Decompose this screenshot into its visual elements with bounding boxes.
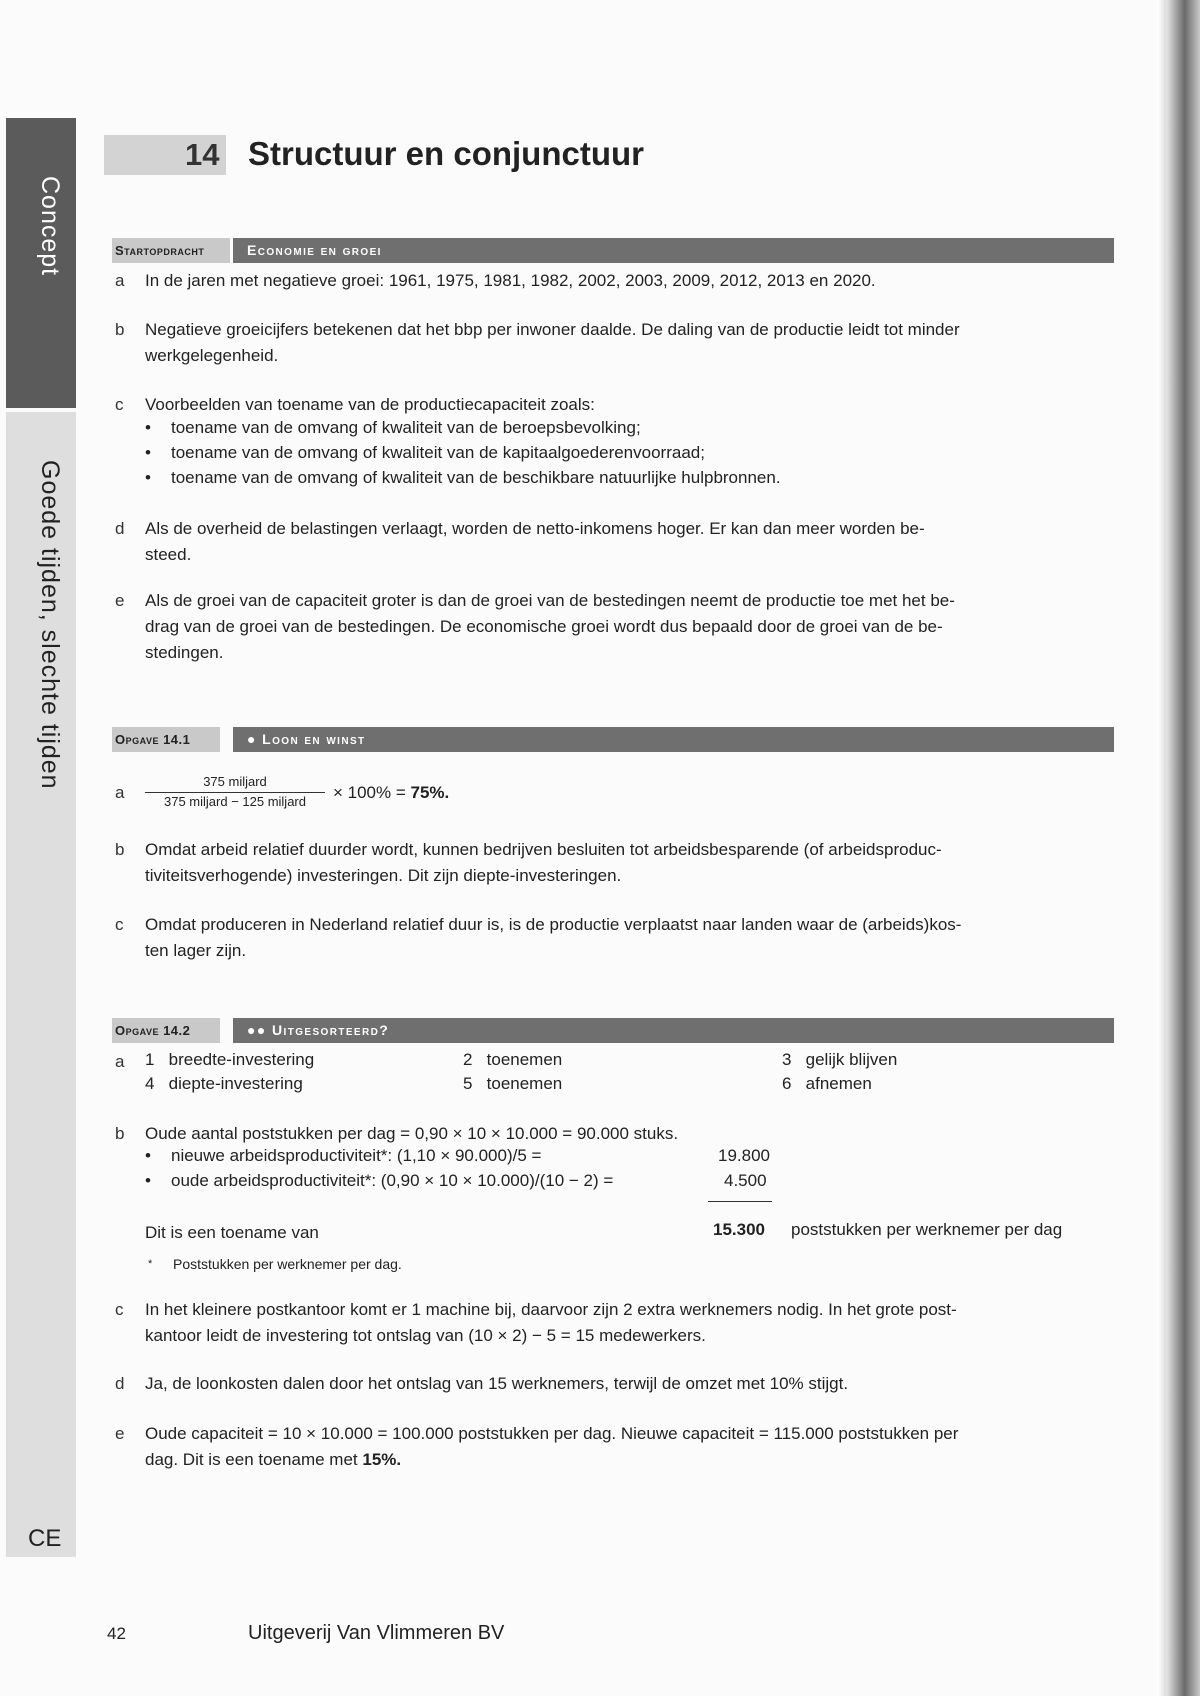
fraction <box>145 774 325 809</box>
answer-text: In het kleinere postkantoor komt er 1 machine bij, daarvoor zijn 2 extra werknemers nodig. In het grote post- <box>145 1300 957 1319</box>
item-letter: e <box>115 1424 125 1443</box>
section-title: ●● Uitgesorteerd? <box>233 1018 1114 1043</box>
item-letter: c <box>115 395 124 414</box>
bullet-item: • toename van de omvang of kwaliteit van de beschikbare natuurlijke hulpbronnen. <box>145 468 781 487</box>
calc-value: 19.800 <box>718 1146 770 1165</box>
page-gutter <box>1158 0 1166 1696</box>
chapter-title: Structuur en conjunctuur <box>248 135 644 172</box>
item-letter: b <box>115 840 125 859</box>
total-unit: poststukken per werknemer per dag <box>791 1220 1063 1239</box>
item-letter: a <box>115 1052 125 1071</box>
side-tab-theme-label: Goede tijden, slechte tijden <box>36 460 64 790</box>
item-letter: b <box>115 320 125 339</box>
bullet-item: • toename van de omvang of kwaliteit van de beroepsbevolking; <box>145 418 641 437</box>
answer-text: drag van de groei van de bestedingen. De economische groei wordt dus bepaald door de groei van de be- <box>145 617 943 636</box>
section-label: Opgave 14.2 <box>112 1018 220 1043</box>
exam-mark: CE <box>28 1525 62 1552</box>
answer-text: stedingen. <box>145 643 224 662</box>
section-bar-opgave-14-2 <box>112 1018 1114 1043</box>
answer-text: werkgelegenheid. <box>145 346 279 365</box>
section-title: Economie en groei <box>233 238 1114 263</box>
bullet-item: • toename van de omvang of kwaliteit van de kapitaalgoederenvoorraad; <box>145 443 705 462</box>
chapter-number: 14 <box>185 137 220 172</box>
item-letter: d <box>115 1374 125 1393</box>
section-bar-opgave-14-1 <box>112 727 1114 752</box>
side-tab-concept-label: Concept <box>36 176 64 277</box>
footnote: Poststukken per werknemer per dag. <box>173 1256 402 1272</box>
answer-grid-cell: 3 gelijk blijven <box>782 1050 898 1069</box>
answer-text: Negatieve groeicijfers betekenen dat het bbp per inwoner daalde. De daling van de productie leidt tot minder <box>145 320 960 339</box>
item-letter: c <box>115 1300 124 1319</box>
item-letter: a <box>115 271 125 290</box>
answer-grid-cell: 6 afnemen <box>782 1074 872 1093</box>
item-letter: c <box>115 915 124 934</box>
fraction-denominator: 375 miljard − 125 miljard <box>164 794 306 809</box>
answer-grid-cell: 4 diepte-investering <box>145 1074 303 1093</box>
publisher: Uitgeverij Van Vlimmeren BV <box>248 1622 505 1644</box>
answer-text: steed. <box>145 545 192 564</box>
fraction-numerator: 375 miljard <box>203 774 267 789</box>
answer-text: kantoor leidt de investering tot ontslag van (10 × 2) − 5 = 15 medewerkers. <box>145 1326 706 1345</box>
formula-result: × 100% = 75%. <box>333 783 450 802</box>
bullet-item: • nieuwe arbeidsproductiviteit*: (1,10 × 90.000)/5 = <box>145 1146 542 1165</box>
answer-grid-cell: 1 breedte-investering <box>145 1050 315 1069</box>
calc-value: 4.500 <box>724 1171 767 1190</box>
item-letter: a <box>115 783 125 802</box>
item-letter: b <box>115 1124 125 1143</box>
item-letter: d <box>115 519 125 538</box>
answer-text: Omdat produceren in Nederland relatief duur is, is de productie verplaatst naar landen waar de (arbeids)kos- <box>145 915 962 934</box>
section-bar-startopdracht <box>112 238 1114 263</box>
item-letter: e <box>115 591 125 610</box>
answer-text: Omdat arbeid relatief duurder wordt, kunnen bedrijven besluiten tot arbeidsbesparende (of arbeidsproduc- <box>145 840 942 859</box>
answer-text: Ja, de loonkosten dalen door het ontslag van 15 werknemers, terwijl de omzet met 10% stijgt. <box>145 1374 849 1393</box>
answer-text: Als de overheid de belastingen verlaagt, worden de netto-inkomens hoger. Er kan dan meer worden be- <box>145 519 925 538</box>
answer-text: Oude capaciteit = 10 × 10.000 = 100.000 poststukken per dag. Nieuwe capaciteit = 115.000 poststukken per <box>145 1424 959 1443</box>
section-label: Startopdracht <box>112 238 230 263</box>
answer-text: dag. Dit is een toename met 15%. <box>145 1450 402 1469</box>
answer-text: Oude aantal poststukken per dag = 0,90 × 10 × 10.000 = 90.000 stuks. <box>145 1124 679 1143</box>
answer-text: tiviteitsverhogende) investeringen. Dit zijn diepte-investeringen. <box>145 866 622 885</box>
total-label: Dit is een toename van <box>145 1223 319 1242</box>
sum-rule <box>708 1201 772 1202</box>
answer-text: Als de groei van de capaciteit groter is dan de groei van de bestedingen neemt de productie toe met het be- <box>145 591 955 610</box>
answer-grid-cell: 5 toenemen <box>463 1074 563 1093</box>
section-title: ● Loon en winst <box>233 727 1114 752</box>
footnote-mark: * <box>148 1258 153 1270</box>
answer-text: In de jaren met negatieve groei: 1961, 1975, 1981, 1982, 2002, 2003, 2009, 2012, 2013 en 2020. <box>145 271 876 290</box>
answer-grid-cell: 2 toenemen <box>463 1050 563 1069</box>
bullet-item: • oude arbeidsproductiviteit*: (0,90 × 10 × 10.000)/(10 − 2) = <box>145 1171 614 1190</box>
answer-text: Voorbeelden van toename van de productiecapaciteit zoals: <box>145 395 595 414</box>
book-spine <box>1166 0 1200 1696</box>
fraction-line <box>145 792 325 793</box>
total-value: 15.300 <box>713 1220 765 1239</box>
page-number: 42 <box>107 1624 126 1643</box>
answer-text: ten lager zijn. <box>145 941 247 960</box>
section-label: Opgave 14.1 <box>112 727 220 752</box>
